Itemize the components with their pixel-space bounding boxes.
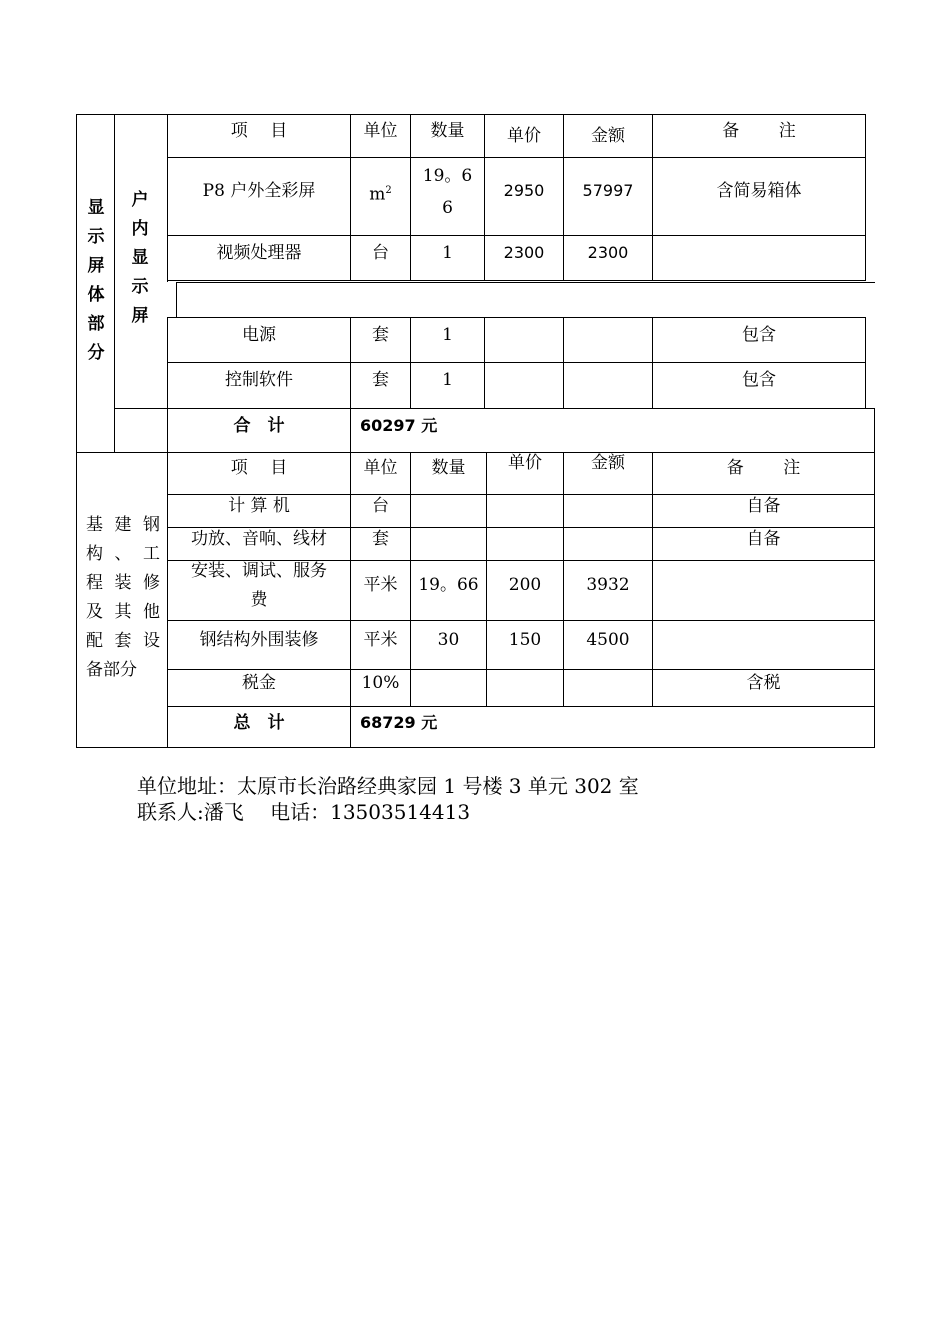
grand-total-value: 68729 元	[360, 713, 438, 732]
table-row-remark: 含简易箱体	[716, 181, 802, 201]
table-row-amount: 57997	[582, 181, 634, 200]
table-row-remark: 自备	[746, 529, 781, 549]
table-row-amount: 2300	[587, 243, 629, 262]
section1-subtitle: 户 内 显 示 屏	[131, 190, 149, 326]
table-row-unit: 套	[372, 370, 389, 390]
table-row-remark: 包含	[742, 325, 776, 345]
table-row-amount: 4500	[586, 630, 630, 650]
header-amount: 金额	[591, 126, 625, 146]
header-price: 单价	[507, 126, 541, 146]
header-item: 项 目	[230, 121, 288, 141]
table-row-qty: 19。6	[422, 166, 473, 186]
table-row-qty: 1	[442, 325, 453, 345]
header-price: 单价	[508, 453, 542, 473]
table-row-amount: 3932	[586, 575, 630, 595]
table-row-price: 2300	[503, 243, 545, 262]
table-row-item: 安装、调试、服务	[191, 561, 327, 581]
section2-title: 基 建 钢 构 、 工 程 装 修 及 其 他 配 套 设 备部分	[86, 515, 160, 680]
header-unit: 单位	[363, 121, 398, 141]
company-address: 单位地址：太原市长治路经典家园 1 号楼 3 单元 302 室	[137, 774, 639, 798]
header-qty: 数量	[430, 121, 465, 141]
table-row-remark: 包含	[742, 370, 776, 390]
table-row-qty-cont: 6	[442, 198, 453, 218]
table-row-item: 功放、音响、线材	[191, 529, 327, 549]
table-row-unit: 平米	[363, 575, 398, 595]
table-row-item: 控制软件	[225, 370, 293, 390]
subtotal-value: 60297 元	[360, 416, 438, 435]
table-row-qty: 30	[437, 630, 460, 650]
contact-info: 联系人:潘飞 电话：13503514413	[137, 800, 471, 824]
header-unit: 单位	[363, 458, 398, 478]
table-row-remark: 含税	[746, 673, 781, 693]
header-remark: 备 注	[722, 121, 796, 141]
table-row-qty: 19。66	[418, 575, 479, 595]
table-row-price: 2950	[503, 181, 545, 200]
table-row-unit: 台	[372, 496, 389, 516]
table-row-item: 钢结构外围装修	[199, 630, 319, 650]
table-row-unit: 10%	[361, 673, 400, 693]
table-row-unit: 套	[372, 529, 389, 549]
table-row-price: 200	[508, 575, 542, 595]
table-row-unit: 台	[372, 243, 389, 263]
section1-title: 显 示 屏 体 部 分	[87, 198, 105, 363]
table-row-remark: 自备	[746, 496, 781, 516]
table-row-unit: 平米	[363, 630, 398, 650]
table-row-qty: 1	[442, 370, 453, 390]
header-amount: 金额	[591, 453, 625, 473]
table-row-item: 视频处理器	[216, 243, 302, 263]
header-remark: 备 注	[726, 458, 801, 478]
table-row-item: 电源	[242, 325, 276, 345]
table-row-item: 计 算 机	[228, 496, 290, 516]
header-item: 项 目	[230, 458, 288, 478]
table-row-qty: 1	[442, 243, 453, 263]
subtotal-label: 合 计	[233, 416, 285, 436]
table-row-price: 150	[508, 630, 542, 650]
table-row-item-cont: 费	[250, 590, 268, 610]
table-row-item: P8 户外全彩屏	[202, 181, 316, 201]
grand-total-label: 总 计	[233, 713, 285, 733]
header-qty: 数量	[431, 458, 466, 478]
table-row-unit: $m^2$	[369, 184, 392, 205]
table-row-unit: 套	[372, 325, 389, 345]
table-row-item: 税金	[242, 673, 276, 693]
